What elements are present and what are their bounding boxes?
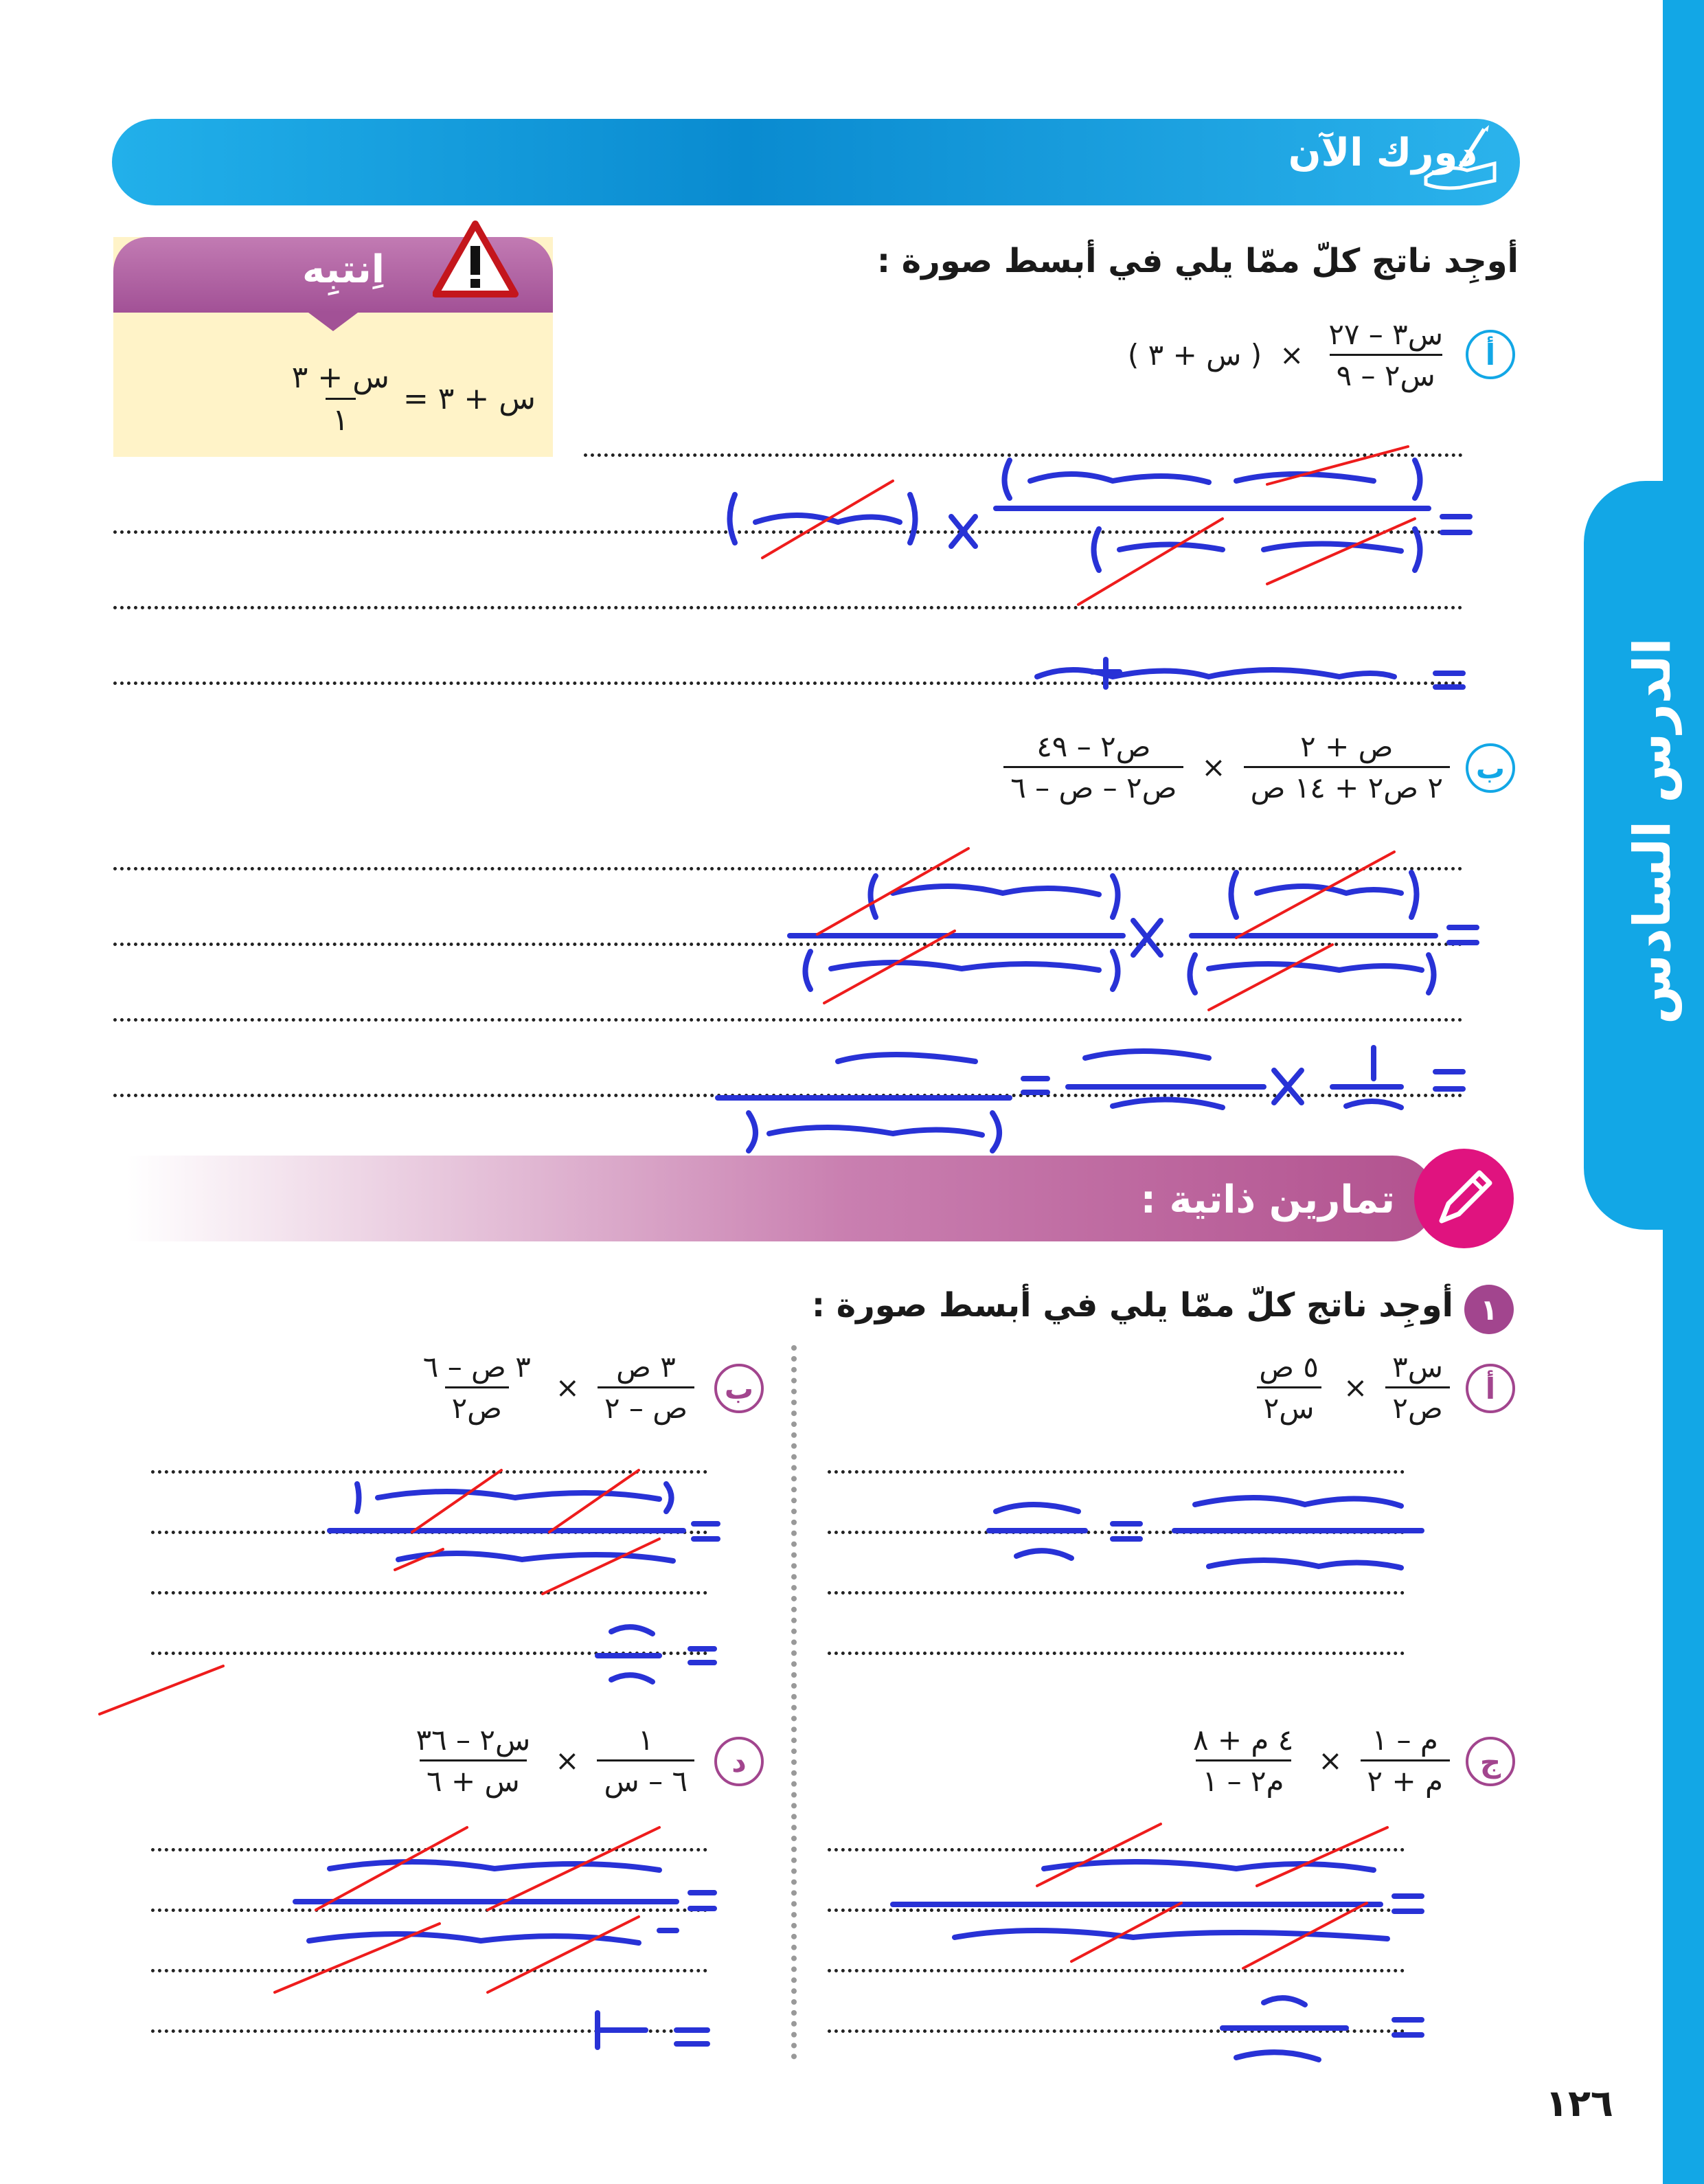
exercise-number: ١ <box>1464 1285 1514 1334</box>
exercise-b-badge: ب <box>714 1364 764 1413</box>
exercise-d-times: × <box>555 1744 580 1777</box>
exercise-d-num-2: س٢ – ٣٦ <box>416 1723 531 1757</box>
part1-b-den-2: ص٢ – ص – ٦ <box>1003 766 1183 804</box>
exercise-d-badge: د <box>714 1737 764 1786</box>
part1-a-den: س٢ – ٩ <box>1330 354 1442 392</box>
attention-title: اِنتبِه <box>302 247 385 292</box>
exercise-instruction: أوجِد ناتج كلّ ممّا يلي في أبسط صورة : <box>811 1286 1453 1325</box>
exercise-c-num-1: م – ١ <box>1372 1723 1438 1757</box>
exercise-a-den-1: ص٢ <box>1385 1386 1449 1425</box>
exercise-d-num-1: ١ <box>637 1723 654 1757</box>
exercise-b-den-2: ص٢ <box>445 1386 509 1425</box>
exercise-a-num-2: ٥ ص <box>1259 1350 1319 1384</box>
exercise-d-den-1: ٦ – س <box>597 1759 694 1798</box>
exercise-b-den-1: ص – ٢ <box>598 1386 694 1425</box>
part1-b-badge: ب <box>1466 743 1515 793</box>
part1-a-times: × <box>1280 338 1304 372</box>
part1-a-num: س٣ – ٢٧ <box>1328 317 1443 351</box>
part1-b-times: × <box>1201 750 1226 784</box>
exercises-title: تمارين ذاتية : <box>1140 1178 1395 1222</box>
exercise-b-num-2: ٣ ص – ٦ <box>422 1350 531 1384</box>
part1-a-badge: أ <box>1466 330 1515 379</box>
lesson-tab-label: الدرس السادس <box>1623 638 1682 1025</box>
exercise-a-num-1: س٣ <box>1392 1350 1443 1384</box>
part1-b-num-2: ص٢ – ٤٩ <box>1036 730 1151 763</box>
exercise-b-num-1: ٣ ص <box>616 1350 676 1384</box>
page-number: ١٢٦ <box>1545 2082 1613 2125</box>
exercise-a-times: × <box>1343 1371 1368 1404</box>
exercise-c-den-2: م٢ – ١ <box>1196 1759 1291 1798</box>
header-title: دورك الآن <box>1288 131 1477 175</box>
exercise-c-den-1: م + ٢ <box>1361 1759 1450 1798</box>
part1-b-num-1: ص + ٢ <box>1300 730 1394 763</box>
exercise-b-times: × <box>555 1371 580 1404</box>
attention-formula-num: س + ٣ <box>291 359 389 395</box>
attention-formula-den: ١ <box>326 398 356 438</box>
exercise-a-den-2: س٢ <box>1257 1386 1321 1425</box>
exercise-c-times: × <box>1318 1744 1343 1777</box>
attention-formula-lhs: س + ٣ = <box>402 381 536 416</box>
exercise-c-num-2: ٤ م + ٨ <box>1192 1723 1294 1757</box>
part1-b-den-1: ٢ ص٢ + ١٤ ص <box>1244 766 1450 804</box>
exercise-d-den-2: س + ٦ <box>420 1759 527 1798</box>
part1-instruction: أوجِد ناتج كلّ ممّا يلي في أبسط صورة : <box>876 242 1519 280</box>
exercise-a-badge: أ <box>1466 1364 1515 1413</box>
exercise-c-badge: ج <box>1466 1737 1515 1786</box>
part1-a-factor: ( س + ٣ ) <box>1127 338 1262 372</box>
